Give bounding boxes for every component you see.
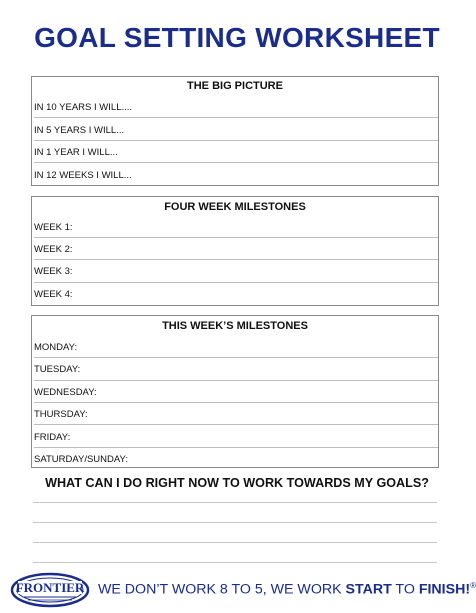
row-label: IN 5 YEARS I WILL... (34, 125, 125, 136)
big-picture-row-10-years[interactable] (34, 94, 438, 118)
row-label: WEEK 4: (34, 289, 73, 300)
this-week-heading: THIS WEEK’S MILESTONES (162, 320, 308, 332)
frontier-logo (10, 572, 90, 608)
row-label: SATURDAY/SUNDAY: (34, 454, 128, 465)
wednesday-row[interactable] (34, 381, 438, 403)
registered-mark: ® (470, 581, 476, 590)
four-week-heading: FOUR WEEK MILESTONES (164, 201, 306, 213)
slogan-part-1: WE DON’T WORK 8 TO 5, WE WORK (98, 581, 346, 598)
week-1-row[interactable] (34, 215, 438, 238)
answer-line[interactable] (33, 562, 437, 563)
saturday-sunday-row[interactable] (34, 448, 438, 467)
monday-row[interactable] (34, 335, 438, 358)
worksheet-title: GOAL SETTING WORKSHEET (34, 22, 440, 53)
answer-line[interactable] (33, 522, 437, 523)
week-4-row[interactable] (34, 283, 438, 305)
footer-slogan (98, 581, 476, 598)
row-label: TUESDAY: (34, 364, 81, 375)
thursday-row[interactable] (34, 403, 438, 425)
row-label: IN 12 WEEKS I WILL... (34, 170, 132, 181)
action-question: WHAT CAN I DO RIGHT NOW TO WORK TOWARDS MY GOALS? (45, 476, 429, 490)
row-label: THURSDAY: (34, 409, 88, 420)
row-label: WEEK 3: (34, 266, 73, 277)
row-label: FRIDAY: (34, 432, 71, 443)
slogan-finish: FINISH! (418, 581, 471, 598)
slogan-part-2: TO (391, 581, 419, 598)
big-picture-row-1-year[interactable] (34, 141, 438, 163)
big-picture-section (31, 76, 439, 186)
row-label: WEDNESDAY: (34, 387, 97, 398)
big-picture-heading: THE BIG PICTURE (187, 80, 283, 92)
big-picture-row-5-years[interactable] (34, 118, 438, 141)
week-3-row[interactable] (34, 260, 438, 283)
logo-wordmark: FRONTIER (15, 580, 85, 595)
answer-line[interactable] (33, 502, 437, 503)
friday-row[interactable] (34, 425, 438, 448)
row-label: MONDAY: (34, 342, 78, 353)
row-label: WEEK 2: (34, 244, 73, 255)
slogan-start: START (345, 581, 392, 598)
big-picture-row-12-weeks[interactable] (34, 163, 438, 185)
row-label: IN 10 YEARS I WILL.... (34, 102, 133, 113)
answer-line[interactable] (33, 542, 437, 543)
this-week-section (31, 315, 439, 468)
week-2-row[interactable] (34, 238, 438, 260)
row-label: IN 1 YEAR I WILL... (34, 147, 118, 158)
row-label: WEEK 1: (34, 222, 73, 233)
tuesday-row[interactable] (34, 358, 438, 381)
four-week-section (31, 196, 439, 306)
